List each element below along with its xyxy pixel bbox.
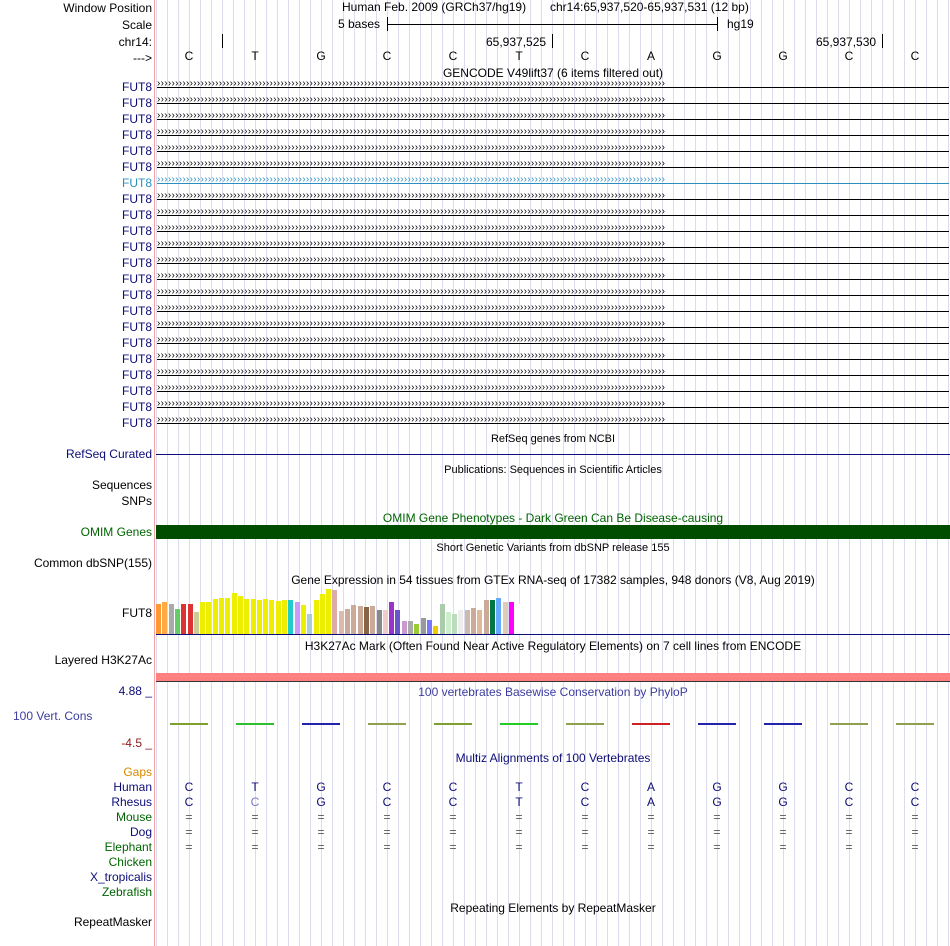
base-letter: G — [778, 49, 788, 63]
phylop-score-mark — [764, 723, 802, 725]
gtex-tissue-bar[interactable] — [351, 605, 356, 634]
strand-arrows: ›››››››››››››››››››››››››››››››››››››››››››››››››››››››››››››››››››››››››››››››››››››››››››››››››››››››››››››››››››››››››››››››››››››››››››› — [157, 190, 666, 201]
h3k27ac-title[interactable]: H3K27Ac Mark (Often Found Near Active Regulatory Elements) on 7 cell lines from ENCODE — [304, 639, 802, 653]
multiz-species-label[interactable]: X_tropicalis — [89, 870, 152, 884]
alignment-base: C — [448, 795, 458, 809]
gtex-tissue-bar[interactable] — [402, 621, 407, 634]
alignment-base: C — [844, 795, 854, 809]
scale-bar — [387, 17, 718, 31]
strand-arrows: ›››››››››››››››››››››››››››››››››››››››››››››››››››››››››››››››››››››››››››››››››››››››››››››››››››››››››››››››››››››››››››››››››››››››››››› — [157, 174, 666, 185]
omim-title[interactable]: OMIM Gene Phenotypes - Dark Green Can Be Disease-causing — [382, 511, 724, 525]
refseq-title[interactable]: RefSeq genes from NCBI — [490, 433, 616, 445]
alignment-base: = — [779, 840, 787, 854]
gtex-tissue-bar[interactable] — [301, 605, 306, 634]
gtex-label[interactable]: FUT8 — [122, 606, 152, 620]
ruler-tick — [552, 34, 553, 48]
multiz-title[interactable]: Multiz Alignments of 100 Vertebrates — [455, 751, 651, 765]
phylop-score-mark — [632, 723, 670, 725]
strand-arrows: ›››››››››››››››››››››››››››››››››››››››››››››››››››››››››››››››››››››››››››››››››››››››››››››››››››››››››››››››››››››››››››››››››››››››››››› — [157, 398, 666, 409]
alignment-base: = — [515, 825, 523, 839]
strand-arrows: ›››››››››››››››››››››››››››››››››››››››››››››››››››››››››››››››››››››››››››››››››››››››››››››››››››››››››››››››››››››››››››››››››››››››››››› — [157, 238, 666, 249]
strand-arrows: ›››››››››››››››››››››››››››››››››››››››››››››››››››››››››››››››››››››››››››››››››››››››››››››››››››››››››››››››››››››››››››››››››››››››››››› — [157, 270, 666, 281]
gtex-tissue-bar[interactable] — [200, 602, 205, 634]
base-letter: C — [910, 49, 920, 63]
strand-arrows: ›››››››››››››››››››››››››››››››››››››››››››››››››››››››››››››››››››››››››››››››››››››››››››››››››››››››››››››››››››››››››››››››››››››››››››› — [157, 302, 666, 313]
gtex-tissue-bar[interactable] — [370, 606, 375, 634]
gencode-gene-label[interactable]: FUT8 — [122, 400, 152, 414]
gencode-gene-label[interactable]: FUT8 — [122, 320, 152, 334]
phylop-score-mark — [170, 723, 208, 725]
gencode-gene-label[interactable]: FUT8 — [122, 128, 152, 142]
gtex-tissue-bar[interactable] — [452, 614, 457, 634]
gtex-title[interactable]: Gene Expression in 54 tissues from GTEx RNA-seq of 17382 samples, 948 donors (V8, Aug 2019) — [291, 573, 815, 587]
alignment-base: G — [712, 795, 722, 809]
scale-text: 5 bases — [338, 17, 381, 31]
gtex-tissue-bar[interactable] — [175, 609, 180, 634]
phylop-max: 4.88 _ — [118, 684, 152, 698]
gtex-tissue-bar[interactable] — [263, 599, 268, 634]
alignment-base: C — [184, 780, 194, 794]
alignment-base: = — [449, 825, 457, 839]
base-letter: C — [184, 49, 194, 63]
base-letter: A — [646, 49, 656, 63]
strand-arrows: ›››››››››››››››››››››››››››››››››››››››››››››››››››››››››››››››››››››››››››››››››››››››››››››››››››››››››››››››››››››››››››››››››››››››››››› — [157, 126, 666, 137]
dbsnp-label[interactable]: Common dbSNP(155) — [33, 556, 152, 570]
phylop-score-mark — [830, 723, 868, 725]
gtex-tissue-bar[interactable] — [295, 602, 300, 634]
alignment-base: G — [316, 780, 326, 794]
alignment-base: C — [184, 795, 194, 809]
alignment-base: = — [779, 825, 787, 839]
alignment-base: = — [911, 810, 919, 824]
gencode-gene-label[interactable]: FUT8 — [122, 416, 152, 430]
alignment-base: = — [911, 825, 919, 839]
gtex-tissue-bar[interactable] — [257, 600, 262, 634]
alignment-base: T — [515, 795, 523, 809]
alignment-base: = — [383, 810, 391, 824]
gtex-tissue-bar[interactable] — [408, 621, 413, 634]
strand-arrows: ›››››››››››››››››››››››››››››››››››››››››››››››››››››››››››››››››››››››››››››››››››››››››››››››››››››››››››››››››››››››››››››››››››››››››››› — [157, 110, 666, 121]
ruler-tick — [882, 34, 883, 48]
gencode-gene-label[interactable]: FUT8 — [122, 240, 152, 254]
gtex-tissue-bar[interactable] — [206, 602, 211, 634]
gtex-tissue-bar[interactable] — [421, 618, 426, 634]
label-divider — [154, 0, 155, 946]
h3k27ac-baseline — [156, 681, 950, 682]
gencode-gene-label[interactable]: FUT8 — [122, 384, 152, 398]
gtex-tissue-bar[interactable] — [465, 610, 470, 634]
ruler-tick — [222, 34, 223, 48]
gtex-tissue-bar[interactable] — [477, 610, 482, 634]
repeatmasker-title[interactable]: Repeating Elements by RepeatMasker — [450, 901, 656, 915]
gtex-baseline — [156, 634, 950, 635]
gencode-gene-label[interactable]: FUT8 — [122, 96, 152, 110]
coord-label-2: 65,937,530 — [816, 35, 877, 49]
gtex-tissue-bar[interactable] — [440, 604, 445, 634]
gtex-tissue-bar[interactable] — [288, 600, 293, 634]
strand-arrows: ›››››››››››››››››››››››››››››››››››››››››››››››››››››››››››››››››››››››››››››››››››››››››››››››››››››››››››››››››››››››››››››››››››››››››››› — [157, 78, 666, 89]
gencode-title[interactable]: GENCODE V49lift37 (6 items filtered out) — [442, 66, 664, 80]
alignment-base: = — [449, 840, 457, 854]
gtex-tissue-bar[interactable] — [471, 608, 476, 634]
gtex-tissue-bar[interactable] — [395, 610, 400, 634]
alignment-base: = — [845, 840, 853, 854]
gtex-tissue-bar[interactable] — [314, 600, 319, 634]
alignment-base: T — [251, 780, 259, 794]
gtex-tissue-bar[interactable] — [414, 624, 419, 634]
gtex-tissue-bar[interactable] — [458, 610, 463, 634]
gencode-gene-label[interactable]: FUT8 — [122, 208, 152, 222]
gtex-tissue-bar[interactable] — [213, 599, 218, 634]
phylop-score-mark — [896, 723, 934, 725]
gtex-tissue-bar[interactable] — [238, 596, 243, 634]
alignment-base: C — [382, 795, 392, 809]
strand-arrows: ›››››››››››››››››››››››››››››››››››››››››››››››››››››››››››››››››››››››››››››››››››››››››››››››››››››››››››››››››››››››››››››››››››››››››››› — [157, 254, 666, 265]
strand-arrows: ›››››››››››››››››››››››››››››››››››››››››››››››››››››››››››››››››››››››››››››››››››››››››››››››››››››››››››››››››››››››››››››››››››››››››››› — [157, 158, 666, 169]
base-letter: T — [515, 49, 523, 63]
base-letter: C — [448, 49, 458, 63]
alignment-base: = — [647, 840, 655, 854]
phylop-signal[interactable] — [156, 718, 950, 730]
position-text: chr14:65,937,520-65,937,531 (12 bp) — [550, 0, 749, 14]
alignment-base: = — [779, 810, 787, 824]
gtex-tissue-bar[interactable] — [503, 602, 508, 634]
alignment-base: = — [185, 810, 193, 824]
alignment-base: C — [844, 780, 854, 794]
phylop-score-mark — [500, 723, 538, 725]
window-position-label: Window Position — [63, 1, 152, 15]
gtex-tissue-bar[interactable] — [307, 614, 312, 634]
publications-label-sequences[interactable]: Sequences — [91, 478, 152, 492]
gtex-tissue-bar[interactable] — [276, 601, 281, 634]
gtex-tissue-bar[interactable] — [326, 589, 331, 634]
multiz-species-label[interactable]: Rhesus — [111, 795, 152, 809]
gtex-tissue-bar[interactable] — [433, 626, 438, 634]
phylop-title[interactable]: 100 vertebrates Basewise Conservation by PhyloP — [418, 685, 688, 699]
gtex-tissue-bar[interactable] — [509, 602, 514, 634]
scale-label: Scale — [121, 18, 152, 32]
multiz-species-label[interactable]: Elephant — [104, 840, 152, 854]
alignment-base: = — [185, 825, 193, 839]
gtex-tissue-bar[interactable] — [244, 599, 249, 634]
gtex-tissue-bar[interactable] — [496, 598, 501, 634]
gtex-tissue-bar[interactable] — [339, 611, 344, 634]
strand-arrows: ›››››››››››››››››››››››››››››››››››››››››››››››››››››››››››››››››››››››››››››››››››››››››››››››››››››››››››››››››››››››››››››››››››››››››››› — [157, 414, 666, 425]
alignment-base: = — [317, 825, 325, 839]
alignment-base: = — [251, 810, 259, 824]
gtex-tissue-bar[interactable] — [364, 607, 369, 634]
gtex-tissue-bar[interactable] — [181, 604, 186, 634]
gtex-tissue-bar[interactable] — [446, 612, 451, 634]
phylop-score-mark — [236, 723, 274, 725]
phylop-score-mark — [368, 723, 406, 725]
strand-label: ---> — [133, 51, 152, 65]
multiz-species-label[interactable]: Dog — [129, 825, 152, 839]
base-letter: C — [844, 49, 854, 63]
multiz-gaps-label[interactable]: Gaps — [123, 765, 152, 779]
gtex-tissue-bar[interactable] — [156, 604, 161, 634]
omim-bar[interactable] — [156, 525, 950, 539]
gtex-tissue-bar[interactable] — [251, 599, 256, 634]
gtex-tissue-bar[interactable] — [383, 610, 388, 634]
multiz-species-label[interactable]: Mouse — [115, 810, 152, 824]
gencode-gene-label[interactable]: FUT8 — [122, 144, 152, 158]
refseq-gene-line[interactable] — [156, 454, 950, 455]
gtex-tissue-bar[interactable] — [389, 602, 394, 634]
strand-arrows: ›››››››››››››››››››››››››››››››››››››››››››››››››››››››››››››››››››››››››››››››››››››››››››››››››››››››››››››››››››››››››››››››››››››››››››› — [157, 286, 666, 297]
gtex-tissue-bar[interactable] — [427, 620, 432, 634]
strand-arrows: ›››››››››››››››››››››››››››››››››››››››››››››››››››››››››››››››››››››››››››››››››››››››››››››››››››››››››››››››››››››››››››››››››››››››››››› — [157, 382, 666, 393]
alignment-base: = — [581, 825, 589, 839]
gencode-gene-label[interactable]: FUT8 — [122, 176, 152, 190]
alignment-base: = — [911, 840, 919, 854]
alignment-base: C — [580, 795, 590, 809]
alignment-base: = — [185, 840, 193, 854]
coord-label-1: 65,937,525 — [486, 35, 547, 49]
gencode-gene-label[interactable]: FUT8 — [122, 304, 152, 318]
dbsnp-title[interactable]: Short Genetic Variants from dbSNP release 155 — [436, 542, 670, 554]
alignment-base: = — [449, 810, 457, 824]
gtex-tissue-bar[interactable] — [194, 612, 199, 634]
gencode-gene-label[interactable]: FUT8 — [122, 336, 152, 350]
gtex-tissue-bar[interactable] — [332, 590, 337, 634]
alignment-base: = — [581, 840, 589, 854]
alignment-base: = — [317, 840, 325, 854]
alignment-base: G — [712, 780, 722, 794]
multiz-species-label[interactable]: Human — [113, 780, 152, 794]
alignment-base: = — [845, 810, 853, 824]
omim-label[interactable]: OMIM Genes — [80, 525, 152, 539]
gtex-tissue-bar[interactable] — [484, 600, 489, 634]
gtex-tissue-bar[interactable] — [219, 598, 224, 634]
gtex-tissue-bar[interactable] — [358, 606, 363, 634]
alignment-base: = — [251, 825, 259, 839]
gtex-chart[interactable] — [156, 586, 950, 636]
chrom-label: chr14: — [118, 35, 152, 49]
alignment-base: C — [448, 780, 458, 794]
gencode-gene-label[interactable]: FUT8 — [122, 368, 152, 382]
base-letter: G — [712, 49, 722, 63]
gtex-tissue-bar[interactable] — [225, 598, 230, 634]
base-letter: T — [251, 49, 259, 63]
strand-arrows: ›››››››››››››››››››››››››››››››››››››››››››››››››››››››››››››››››››››››››››››››››››››››››››››››››››››››››››››››››››››››››››››››››››››››››››› — [157, 206, 666, 217]
refseq-label[interactable]: RefSeq Curated — [65, 447, 152, 461]
gtex-tissue-bar[interactable] — [515, 604, 520, 634]
phylop-min: -4.5 _ — [121, 736, 152, 750]
gtex-tissue-bar[interactable] — [282, 600, 287, 634]
gtex-tissue-bar[interactable] — [162, 602, 167, 634]
alignment-base: = — [647, 810, 655, 824]
gtex-tissue-bar[interactable] — [377, 610, 382, 634]
gtex-tissue-bar[interactable] — [490, 600, 495, 634]
alignment-base: = — [383, 825, 391, 839]
strand-arrows: ›››››››››››››››››››››››››››››››››››››››››››››››››››››››››››››››››››››››››››››››››››››››››››››››››››››››››››››››››››››››››››››››››››››››››››› — [157, 334, 666, 345]
alignment-base: = — [647, 825, 655, 839]
alignment-base: G — [778, 780, 788, 794]
alignment-base: = — [515, 810, 523, 824]
assembly-text: Human Feb. 2009 (GRCh37/hg19) — [342, 0, 527, 14]
alignment-base: C — [580, 780, 590, 794]
gencode-gene-label[interactable]: FUT8 — [122, 288, 152, 302]
base-letter: C — [580, 49, 590, 63]
phylop-score-mark — [566, 723, 604, 725]
alignment-base: = — [845, 825, 853, 839]
gencode-gene-label[interactable]: FUT8 — [122, 256, 152, 270]
alignment-base: C — [382, 780, 392, 794]
alignment-base: C — [250, 795, 260, 809]
phylop-score-mark — [698, 723, 736, 725]
strand-arrows: ›››››››››››››››››››››››››››››››››››››››››››››››››››››››››››››››››››››››››››››››››››››››››››››››››››››››››››››››››››››››››››››››››››››››››››› — [157, 94, 666, 105]
gencode-gene-label[interactable]: FUT8 — [122, 80, 152, 94]
alignment-base: = — [581, 810, 589, 824]
gtex-tissue-bar[interactable] — [169, 604, 174, 634]
alignment-base: = — [713, 840, 721, 854]
phylop-score-mark — [302, 723, 340, 725]
base-letter: G — [316, 49, 326, 63]
base-letter: C — [382, 49, 392, 63]
gtex-tissue-bar[interactable] — [320, 594, 325, 634]
alignment-base: T — [515, 780, 523, 794]
gtex-tissue-bar[interactable] — [188, 604, 193, 634]
alignment-base: = — [713, 825, 721, 839]
scale-db: hg19 — [727, 17, 754, 31]
alignment-base: A — [646, 780, 656, 794]
repeatmasker-label[interactable]: RepeatMasker — [73, 915, 152, 929]
multiz-species-label[interactable]: Chicken — [108, 855, 152, 869]
h3k27ac-label[interactable]: Layered H3K27Ac — [54, 653, 152, 667]
alignment-base: = — [251, 840, 259, 854]
alignment-base: = — [383, 840, 391, 854]
gencode-gene-label[interactable]: FUT8 — [122, 352, 152, 366]
gtex-tissue-bar[interactable] — [269, 600, 274, 634]
gtex-tissue-bar[interactable] — [232, 593, 237, 634]
alignment-base: C — [910, 795, 920, 809]
multiz-species-label[interactable]: Zebrafish — [101, 885, 152, 899]
alignment-base: = — [317, 810, 325, 824]
gtex-tissue-bar[interactable] — [345, 609, 350, 634]
alignment-base: G — [778, 795, 788, 809]
gencode-gene-label[interactable]: FUT8 — [122, 192, 152, 206]
publications-title[interactable]: Publications: Sequences in Scientific Articles — [444, 464, 662, 476]
publications-label-snps[interactable]: SNPs — [121, 494, 152, 508]
strand-arrows: ›››››››››››››››››››››››››››››››››››››››››››››››››››››››››››››››››››››››››››››››››››››››››››››››››››››››››››››››››››››››››››››››››››››››››››› — [157, 318, 666, 329]
phylop-label[interactable]: 100 Vert. Cons — [13, 709, 93, 723]
strand-arrows: ›››››››››››››››››››››››››››››››››››››››››››››››››››››››››››››››››››››››››››››››››››››››››››››››››››››››››››››››››››››››››››››››››››››››››››› — [157, 350, 666, 361]
phylop-score-mark — [434, 723, 472, 725]
gencode-gene-label[interactable]: FUT8 — [122, 112, 152, 126]
gencode-gene-label[interactable]: FUT8 — [122, 272, 152, 286]
strand-arrows: ›››››››››››››››››››››››››››››››››››››››››››››››››››››››››››››››››››››››››››››››››››››››››››››››››››››››››››››››››››››››››››››››››››››››››››› — [157, 366, 666, 377]
strand-arrows: ›››››››››››››››››››››››››››››››››››››››››››››››››››››››››››››››››››››››››››››››››››››››››››››››››››››››››››››››››››››››››››››››››››››››››››› — [157, 142, 666, 153]
alignment-base: A — [646, 795, 656, 809]
alignment-base: C — [910, 780, 920, 794]
gencode-gene-label[interactable]: FUT8 — [122, 224, 152, 238]
alignment-base: = — [515, 840, 523, 854]
alignment-base: = — [713, 810, 721, 824]
gencode-gene-label[interactable]: FUT8 — [122, 160, 152, 174]
strand-arrows: ›››››››››››››››››››››››››››››››››››››››››››››››››››››››››››››››››››››››››››››››››››››››››››››››››››››››››››››››››››››››››››››››››››››››››››› — [157, 222, 666, 233]
alignment-base: G — [316, 795, 326, 809]
